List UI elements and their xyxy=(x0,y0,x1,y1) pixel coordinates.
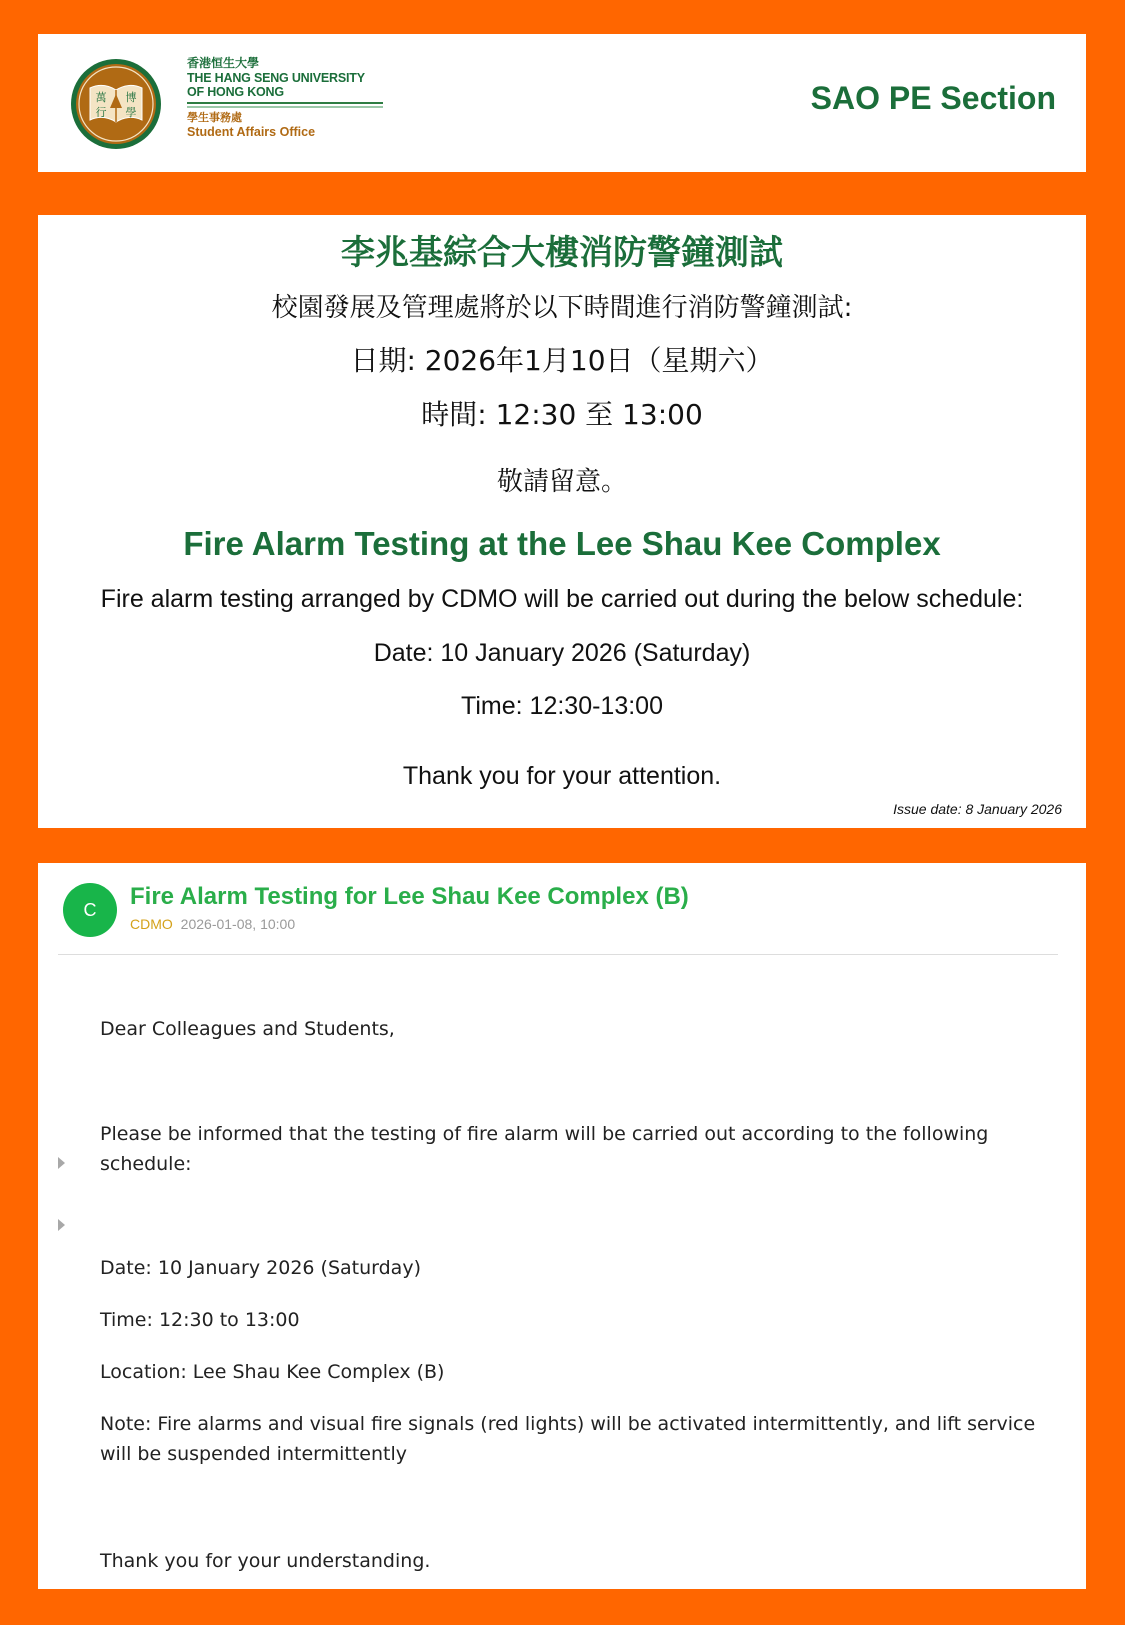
email-greeting: Dear Colleagues and Students, xyxy=(100,1018,395,1040)
notice-intro-zh: 校園發展及管理處將於以下時間進行消防警鐘測試: xyxy=(271,293,853,323)
notice-thanks-zh: 敬請留意。 xyxy=(496,467,627,497)
expand-caret-icon[interactable] xyxy=(58,1157,65,1169)
university-wordmark xyxy=(187,56,387,140)
office-name-en: Student Affairs Office xyxy=(187,125,316,139)
fire-alarm-notice xyxy=(38,215,1086,828)
seal-char-2: 博 xyxy=(125,91,137,104)
office-name-zh: 學生事務處 xyxy=(187,111,242,124)
email-screenshot xyxy=(38,863,1086,1589)
university-name-zh: 香港恒生大學 xyxy=(187,56,260,70)
notice-title-zh: 李兆基綜合大樓消防警鐘測試 xyxy=(341,233,783,273)
email-closing: Thank you for your understanding. xyxy=(100,1550,431,1572)
email-sender[interactable]: CDMO xyxy=(130,916,173,932)
sender-avatar: C xyxy=(63,883,117,937)
notice-date-en: Date: 10 January 2026 (Saturday) xyxy=(373,639,751,667)
issue-date: Issue date: 8 January 2026 xyxy=(893,801,1062,817)
expand-caret-icon[interactable] xyxy=(58,1219,65,1231)
university-name-en-line2: OF HONG KONG xyxy=(187,85,284,99)
email-date: Date: 10 January 2026 (Saturday) xyxy=(100,1257,421,1279)
notice-thanks-en: Thank you for your attention. xyxy=(402,762,722,790)
seal-char-4: 學 xyxy=(125,106,137,119)
header-banner xyxy=(38,34,1086,172)
email-meta xyxy=(130,916,295,932)
email-subject: Fire Alarm Testing for Lee Shau Kee Complex (B) xyxy=(130,883,689,910)
section-title: SAO PE Section xyxy=(810,80,1056,116)
notice-title-en: Fire Alarm Testing at the Lee Shau Kee Complex xyxy=(183,525,941,562)
email-location: Location: Lee Shau Kee Complex (B) xyxy=(100,1361,445,1383)
email-time: Time: 12:30 to 13:00 xyxy=(100,1309,300,1331)
email-note: Note: Fire alarms and visual fire signals (red lights) will be activated intermittently, and lift service will be suspended intermittently xyxy=(100,1413,1036,1465)
notice-time-en: Time: 12:30-13:00 xyxy=(461,692,663,720)
university-seal-logo xyxy=(70,58,162,150)
seal-char-1: 萬 xyxy=(95,91,107,104)
email-header-divider xyxy=(58,954,1058,955)
notice-intro-en: Fire alarm testing arranged by CDMO will be carried out during the below schedule: xyxy=(100,585,1024,613)
email-timestamp: 2026-01-08, 10:00 xyxy=(180,916,296,932)
seal-char-3: 行 xyxy=(95,106,107,119)
wordmark-divider xyxy=(187,102,383,108)
notice-date-zh: 日期: 2026年1月10日（星期六） xyxy=(350,344,774,377)
email-intro: Please be informed that the testing of fire alarm will be carried out according to the following schedule: xyxy=(100,1123,989,1175)
university-name-en-line1: THE HANG SENG UNIVERSITY xyxy=(187,71,365,85)
notice-time-zh: 時間: 12:30 至 13:00 xyxy=(421,398,703,431)
